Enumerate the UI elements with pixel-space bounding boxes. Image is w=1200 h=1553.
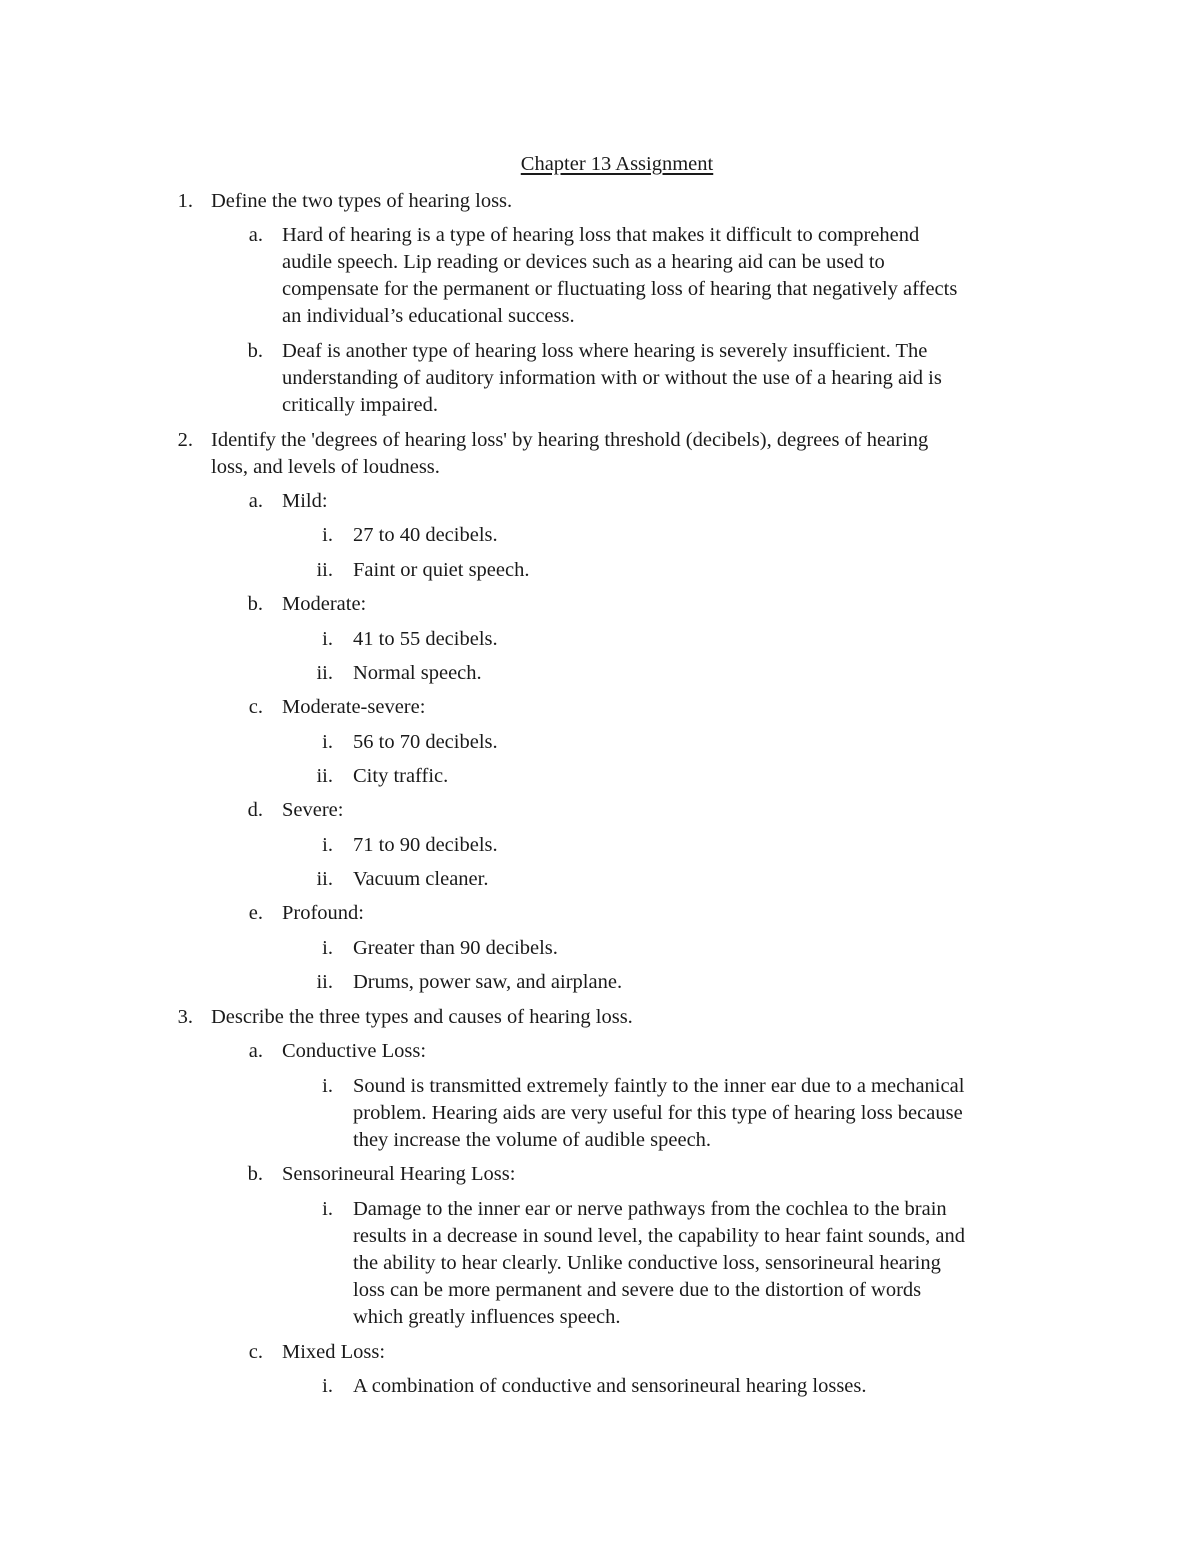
- list-marker: a.: [248, 490, 263, 512]
- answer-line: understanding of auditory information with or without the use of a hearing aid is: [282, 367, 942, 389]
- degree-label: Moderate-severe:: [282, 696, 426, 718]
- question-text: Identify the 'degrees of hearing loss' by hearing threshold (decibels), degrees of hearing: [211, 429, 929, 451]
- degree-label: Profound:: [282, 902, 364, 924]
- list-marker: i.: [322, 628, 333, 650]
- list-marker: b.: [247, 1163, 263, 1185]
- list-marker: a.: [248, 1040, 263, 1062]
- list-marker: d.: [247, 799, 263, 821]
- detail-text: Normal speech.: [353, 662, 482, 684]
- list-marker: ii.: [316, 971, 333, 993]
- list-marker: ii.: [316, 765, 333, 787]
- detail-text: 27 to 40 decibels.: [353, 524, 498, 546]
- type-label: Sensorineural Hearing Loss:: [282, 1163, 516, 1185]
- document-title: Chapter 13 Assignment: [520, 153, 714, 175]
- description-line: the ability to hear clearly. Unlike conductive loss, sensorineural hearing: [353, 1252, 941, 1274]
- list-marker: i.: [322, 731, 333, 753]
- list-marker: b.: [247, 340, 263, 362]
- detail-text: Vacuum cleaner.: [353, 868, 489, 890]
- detail-text: Faint or quiet speech.: [353, 559, 530, 581]
- detail-text: 71 to 90 decibels.: [353, 834, 498, 856]
- list-marker: i.: [322, 1375, 333, 1397]
- description-line: results in a decrease in sound level, the capability to hear faint sounds, and: [353, 1225, 965, 1247]
- detail-text: 41 to 55 decibels.: [353, 628, 498, 650]
- question-text: Describe the three types and causes of hearing loss.: [211, 1006, 633, 1028]
- list-marker: ii.: [316, 559, 333, 581]
- answer-line: critically impaired.: [282, 394, 438, 416]
- description-line: A combination of conductive and sensorineural hearing losses.: [353, 1375, 867, 1397]
- list-marker: c.: [248, 1341, 263, 1363]
- answer-line: an individual’s educational success.: [282, 305, 575, 327]
- list-marker: e.: [248, 902, 263, 924]
- description-line: which greatly influences speech.: [353, 1306, 621, 1328]
- description-line: Sound is transmitted extremely faintly to the inner ear due to a mechanical: [353, 1075, 965, 1097]
- type-label: Conductive Loss:: [282, 1040, 427, 1062]
- list-marker: i.: [322, 1075, 333, 1097]
- list-marker: ii.: [316, 868, 333, 890]
- description-line: they increase the volume of audible speech.: [353, 1129, 712, 1151]
- detail-text: Greater than 90 decibels.: [353, 937, 558, 959]
- question-text: loss, and levels of loudness.: [211, 456, 440, 478]
- list-marker: 3.: [177, 1006, 193, 1028]
- list-marker: c.: [248, 696, 263, 718]
- list-marker: i.: [322, 834, 333, 856]
- list-marker: i.: [322, 1198, 333, 1220]
- answer-line: Deaf is another type of hearing loss where hearing is severely insufficient. The: [282, 340, 928, 362]
- description-line: problem. Hearing aids are very useful for this type of hearing loss because: [353, 1102, 963, 1124]
- description-line: loss can be more permanent and severe due to the distortion of words: [353, 1279, 922, 1301]
- answer-line: Hard of hearing is a type of hearing loss that makes it difficult to comprehend: [282, 224, 920, 246]
- answer-line: compensate for the permanent or fluctuating loss of hearing that negatively affects: [282, 278, 958, 300]
- list-marker: a.: [248, 224, 263, 246]
- degree-label: Mild:: [282, 490, 328, 512]
- question-text: Define the two types of hearing loss.: [211, 190, 513, 212]
- detail-text: City traffic.: [353, 765, 449, 787]
- type-label: Mixed Loss:: [282, 1341, 386, 1363]
- degree-label: Moderate:: [282, 593, 367, 615]
- list-marker: ii.: [316, 662, 333, 684]
- list-marker: 1.: [177, 190, 193, 212]
- list-marker: i.: [322, 937, 333, 959]
- answer-line: audile speech. Lip reading or devices such as a hearing aid can be used to: [282, 251, 885, 273]
- description-line: Damage to the inner ear or nerve pathways from the cochlea to the brain: [353, 1198, 947, 1220]
- degree-label: Severe:: [282, 799, 344, 821]
- list-marker: b.: [247, 593, 263, 615]
- list-marker: i.: [322, 524, 333, 546]
- list-marker: 2.: [177, 429, 193, 451]
- detail-text: 56 to 70 decibels.: [353, 731, 498, 753]
- detail-text: Drums, power saw, and airplane.: [353, 971, 623, 993]
